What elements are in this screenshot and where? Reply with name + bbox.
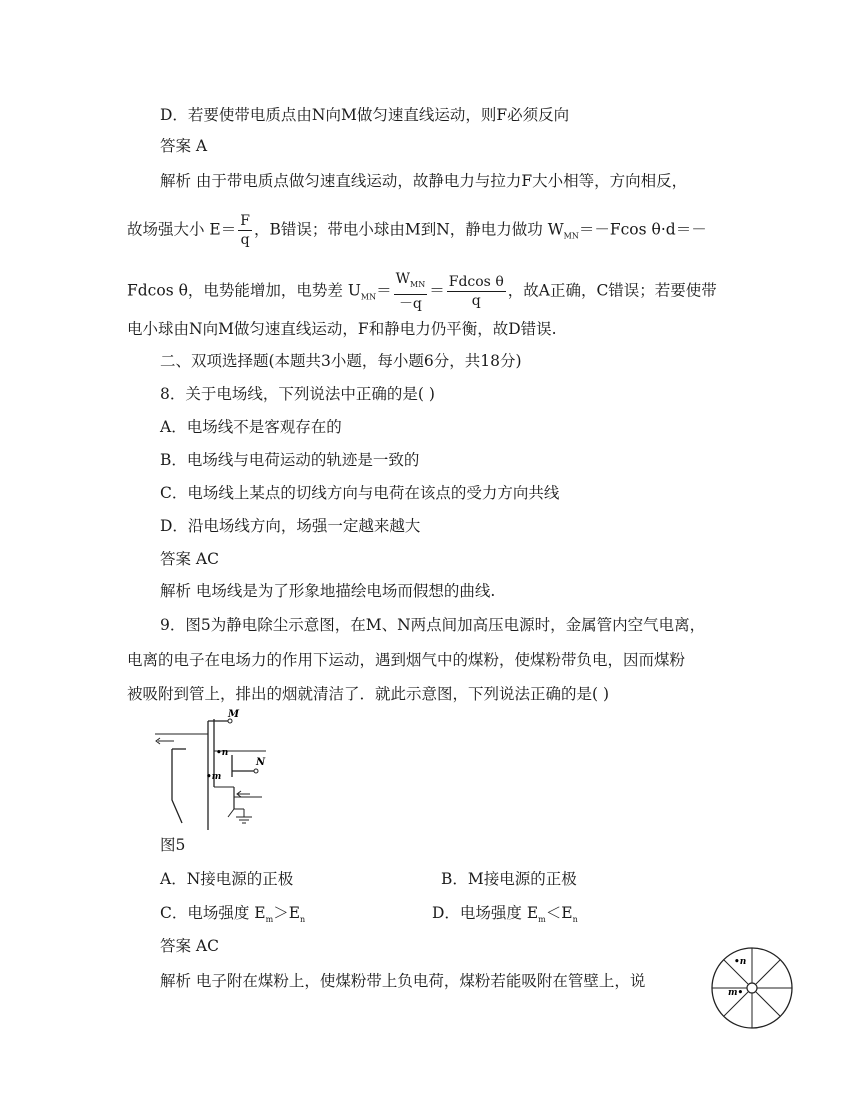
sub-mn: MN: [563, 231, 579, 241]
frac-den: －q: [398, 295, 422, 312]
label-m-upper: M: [228, 709, 240, 720]
cross-section-circle-diagram: [706, 942, 798, 1034]
exp7-l3-eq2: ＝: [429, 281, 445, 300]
explanation-7-line-2: [127, 212, 707, 249]
exp7-l2-mid: ，B错误；带电小球由M到N，静电力做功 W: [253, 220, 564, 239]
q8-answer: 答案 AC: [160, 550, 219, 568]
q9-line-1: 9．图5为静电除尘示意图，在M、N两点间加高压电源时，金属管内空气电离，: [160, 616, 706, 634]
explanation-7-line-1: 解析 由于带电质点做匀速直线运动，故静电力与拉力F大小相等，方向相反，: [160, 172, 688, 190]
frac-den: q: [240, 232, 250, 248]
q8-option-c: C．电场线上某点的切线方向与电荷在该点的受力方向共线: [160, 484, 560, 502]
label-n-upper: N: [256, 757, 266, 768]
section-2-heading: 二、双项选择题(本题共3小题，每小题6分，共18分): [160, 352, 522, 370]
q8-option-d: D．沿电场线方向，场强一定越来越大: [160, 517, 421, 535]
frac-num: F: [240, 213, 250, 229]
q8-option-b: B．电场线与电荷运动的轨迹是一致的: [160, 451, 420, 469]
q9-line-2: 电离的电子在电场力的作用下运动，遇到烟气中的煤粉，使煤粉带负电，因而煤粉: [127, 651, 686, 669]
q9-answer: 答案 AC: [160, 937, 219, 955]
label-n-point: •n: [216, 748, 229, 758]
q9-explanation: 解析 电子附在煤粉上，使煤粉带上负电荷，煤粉若能吸附在管壁上，说: [160, 972, 646, 990]
circle-label-m: m•: [728, 988, 744, 998]
circle-label-n: •n: [734, 957, 747, 967]
frac-num: $W_{MN}$: [394, 270, 428, 295]
frac-num: Fdcos θ: [448, 273, 504, 290]
option-7d: D．若要使带电质点由N向M做匀速直线运动，则F必须反向: [160, 106, 570, 124]
explanation-7-line-4: 电小球由N向M做匀速直线运动，F和静电力仍平衡，故D错误.: [127, 320, 557, 338]
q8-explanation: 解析 电场线是为了形象地描绘电场而假想的曲线.: [160, 582, 496, 600]
fraction-w-over-minus-q: [394, 270, 428, 313]
q9-option-a: A．N接电源的正极: [160, 870, 294, 888]
fraction-fdcos-over-q: [447, 273, 506, 310]
q8-option-a: A．电场线不是客观存在的: [160, 418, 342, 436]
q9-option-d: D．电场强度 $E_m<E_n$: [432, 904, 578, 925]
figure-5-diagram: [150, 705, 280, 835]
q9-option-c: C．电场强度 $E_m>E_n$: [160, 904, 306, 925]
exp7-l2-pre: 故场强大小 E＝: [127, 220, 237, 239]
q8-stem: 8．关于电场线，下列说法中正确的是( ): [160, 385, 435, 403]
exp7-l2-post: ＝－Fcos θ·d＝－: [578, 220, 707, 239]
frac-den: q: [471, 292, 481, 309]
sub-mn: MN: [360, 292, 377, 302]
exp7-l3-eq: ＝: [376, 281, 392, 300]
q9-line-3: 被吸附到管上，排出的烟就清洁了．就此示意图，下列说法正确的是( ): [127, 685, 610, 703]
figure-5-caption: 图5: [160, 836, 186, 854]
label-m-point: •m: [206, 772, 222, 782]
explanation-7-line-3: [127, 270, 717, 313]
exp7-l3-pre: Fdcos θ，电势能增加，电势差 U: [127, 281, 361, 300]
answer-7: 答案 A: [160, 137, 208, 155]
q9-option-b: B．M接电源的正极: [441, 870, 577, 888]
exp7-l3-post: ，故A正确，C错误；若要使带: [507, 281, 717, 300]
fraction-f-over-q: [238, 212, 252, 249]
